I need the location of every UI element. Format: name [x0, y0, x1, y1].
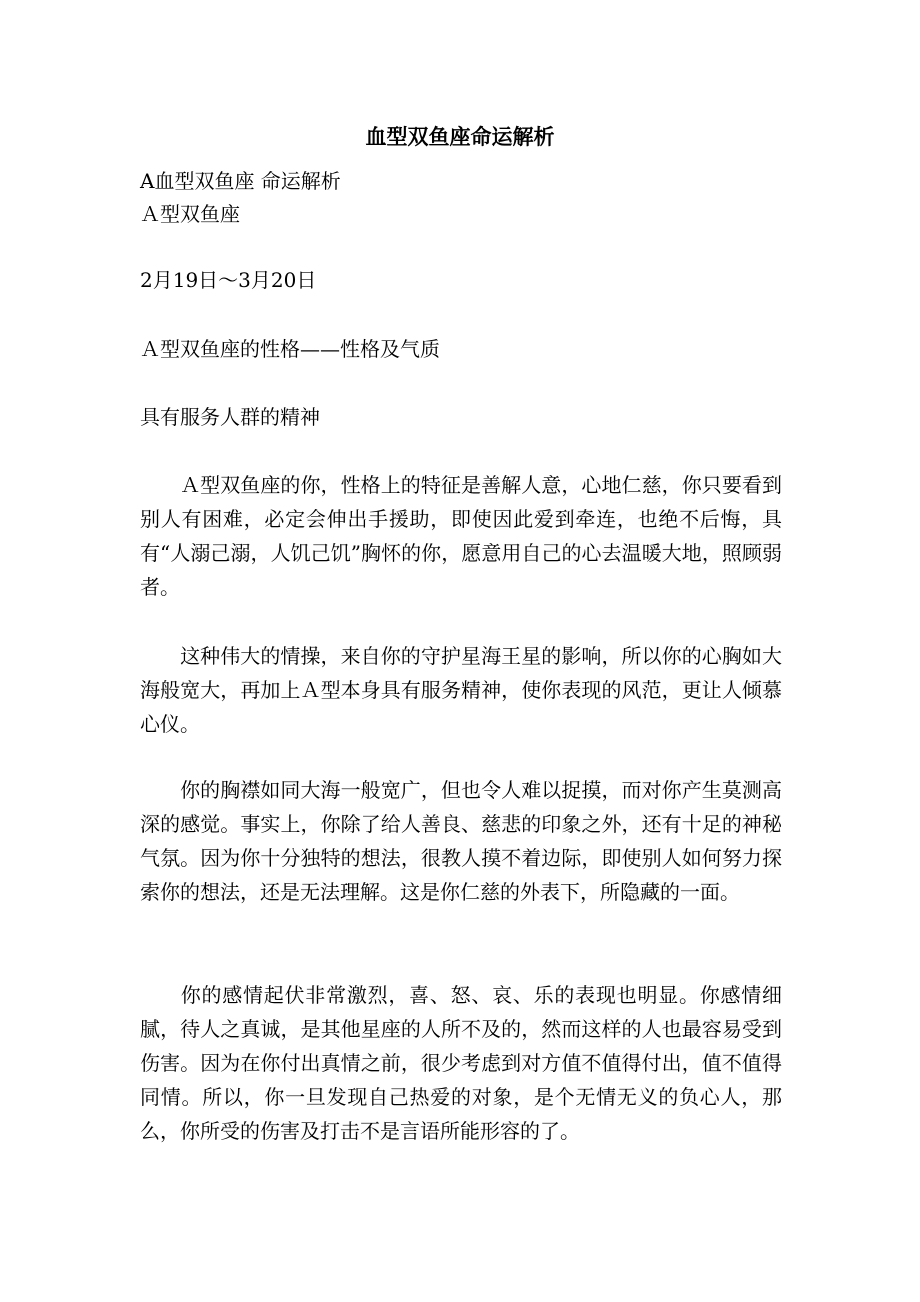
paragraph-2	[140, 639, 782, 741]
paragraph-3	[140, 773, 782, 909]
date-range: 2月19日～3月20日	[140, 268, 317, 292]
paragraph-text: 这种伟大的情操，来自你的守护星海王星的影响，所以你的心胸如大海般宽大，再加上Ａ型本身具有服务精神，使你表现的风范，更让人倾慕心仪。	[140, 644, 782, 736]
paragraph-4	[140, 978, 782, 1148]
document-title: 血型双鱼座命运解析	[365, 124, 555, 149]
paragraph-text: 你的胸襟如同大海一般宽广，但也令人难以捉摸，而对你产生莫测高深的感觉。事实上，你除了给人善良、慈悲的印象之外，还有十足的神秘气氛。因为你十分独特的想法，很教人摸不着边际，即使别人如何努力探索你的想法，还是无法理解。这是你仁慈的外表下，所隐藏的一面。	[140, 778, 782, 904]
paragraph-text: 你的感情起伏非常激烈，喜、怒、哀、乐的表现也明显。你感情细腻，待人之真诚，是其他星座的人所不及的，然而这样的人也最容易受到伤害。因为在你付出真情之前，很少考虑到对方值不值得付出，值不值得同情。所以，你一旦发现自己热爱的对象，是个无情无义的负心人，那么，你所受的伤害及打击不是言语所能形容的了。	[140, 983, 782, 1143]
sign-label: Ａ型双鱼座	[140, 202, 240, 226]
section-heading: Ａ型双鱼座的性格——性格及气质	[140, 337, 440, 361]
paragraph-text: Ａ型双鱼座的你，性格上的特征是善解人意，心地仁慈，你只要看到别人有困难，必定会伸出手援助，即使因此爱到牵连，也绝不后悔，具有“人溺己溺，人饥己饥”胸怀的你，愿意用自己的心去温暖大地，照顾弱者。	[140, 473, 782, 599]
sub-heading: 具有服务人群的精神	[140, 405, 320, 429]
paragraph-1	[140, 468, 782, 604]
document-subtitle: A血型双鱼座 命运解析	[140, 169, 341, 193]
